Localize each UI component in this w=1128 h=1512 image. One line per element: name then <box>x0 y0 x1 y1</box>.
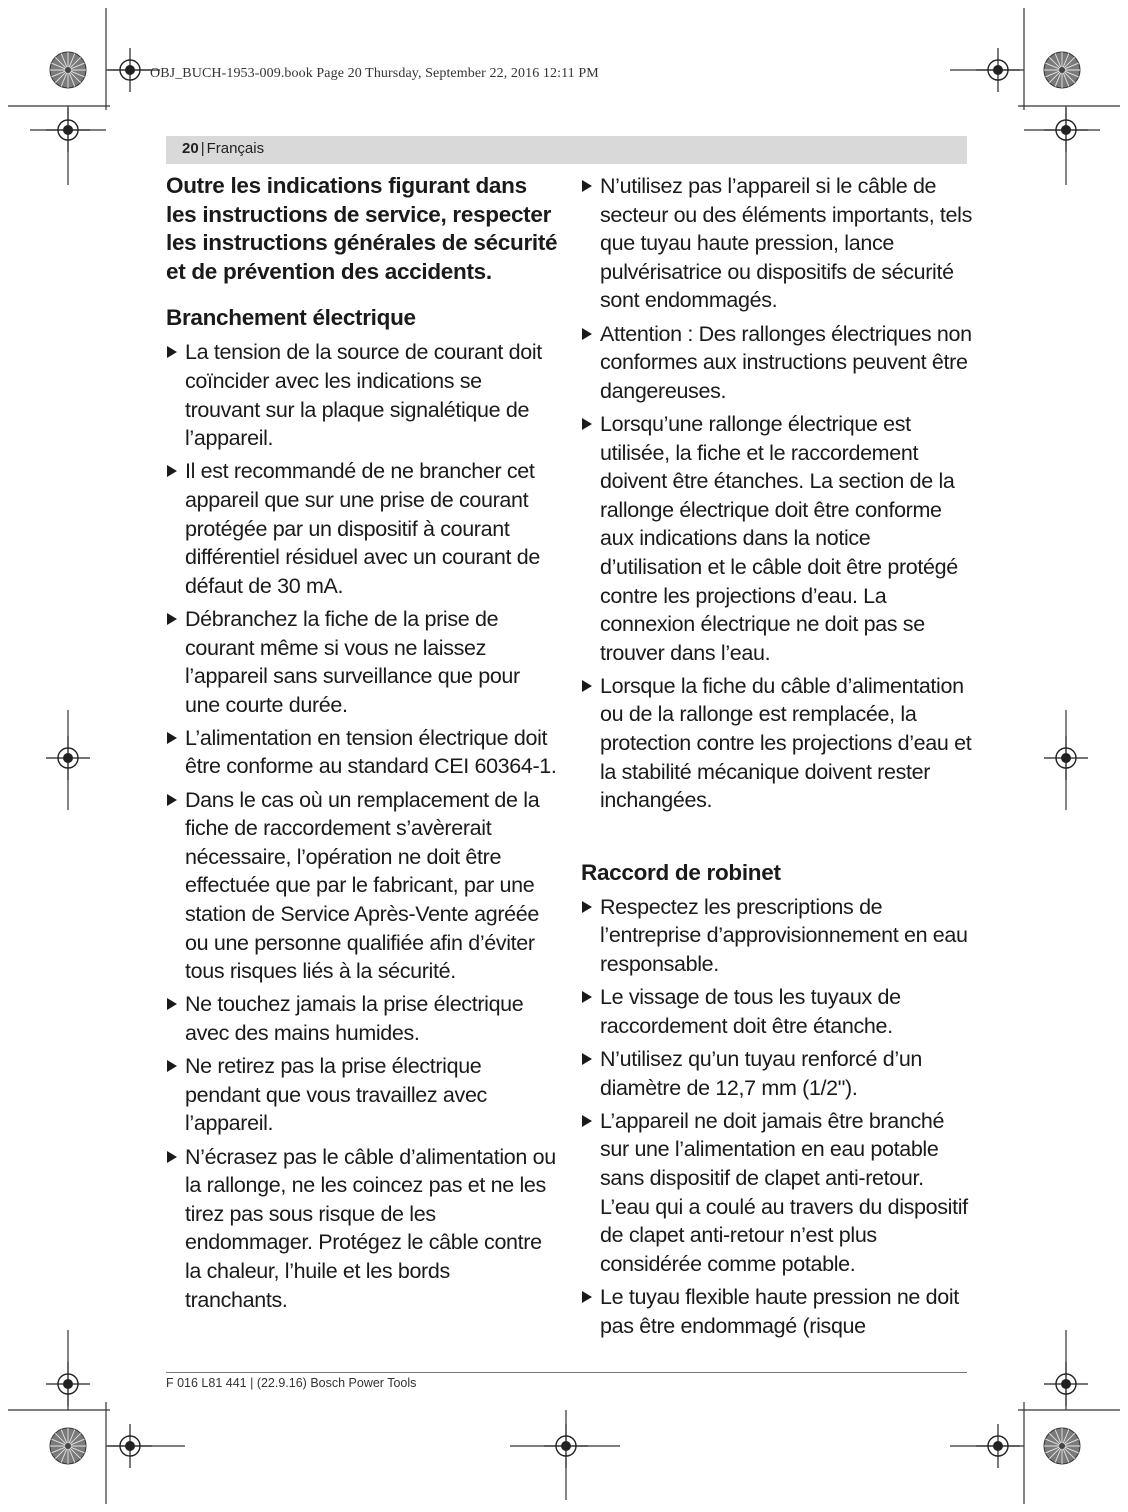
header-language: Français <box>206 140 265 157</box>
list-item: Dans le cas où un remplacement de la fiche de raccordement s’avèrerait nécessaire, l’opération ne doit être effectuée que par le fabricant, par une station de Service Après-Vente agréée ou une personne qualifiée afin d’éviter tous risques liés à la sécurité. <box>166 786 558 986</box>
list-item: L’alimentation en tension électrique doit être conforme au standard CEI 60364-1. <box>166 724 558 781</box>
list-item: Ne touchez jamais la prise électrique avec des mains humides. <box>166 990 558 1047</box>
triangle-bullet-icon <box>582 180 592 192</box>
section-title-faucet: Raccord de robinet <box>581 859 781 885</box>
left-column <box>166 172 558 1319</box>
section-title-electrical: Branchement électrique <box>166 305 416 331</box>
page-footer: F 016 L81 441 | (22.9.16) Bosch Power Tools <box>166 1376 417 1390</box>
triangle-bullet-icon <box>167 732 177 744</box>
electrical-list <box>166 338 558 1314</box>
list-item: Lorsqu’une rallonge électrique est utilisée, la fiche et le raccordement doivent être étanches. La section de la rallonge électrique doit être conforme aux indications dans la notice d’utilisation et le câble doit être protégé contre les projections d’eau. La connexion électrique ne doit pas se trouver dans l’eau. <box>581 410 973 667</box>
list-item: N’utilisez qu’un tuyau renforcé d’un diamètre de 12,7 mm (1/2"). <box>581 1045 973 1102</box>
triangle-bullet-icon <box>167 1060 177 1072</box>
triangle-bullet-icon <box>582 901 592 913</box>
list-item: Le tuyau flexible haute pression ne doit pas être endommagé (risque <box>581 1283 973 1340</box>
list-item: Le vissage de tous les tuyaux de raccordement doit être étanche. <box>581 983 973 1040</box>
intro-paragraph: Outre les indications figurant dans les instructions de service, respecter les instructions générales de sécurité et de prévention des accidents. <box>166 173 558 284</box>
footer-rule <box>166 1372 967 1373</box>
page-number: 20 <box>182 140 199 157</box>
right-column <box>581 172 973 1345</box>
triangle-bullet-icon <box>167 346 177 358</box>
triangle-bullet-icon <box>582 328 592 340</box>
faucet-list <box>581 893 973 1340</box>
page-header <box>182 140 264 157</box>
list-item: Attention : Des rallonges électriques non conformes aux instructions peuvent être dangereuses. <box>581 320 973 406</box>
header-separator: | <box>200 140 205 157</box>
list-item: Débranchez la fiche de la prise de courant même si vous ne laissez l’appareil sans surveillance que pour une courte durée. <box>166 605 558 719</box>
triangle-bullet-icon <box>167 613 177 625</box>
list-item: La tension de la source de courant doit coïncider avec les indications se trouvant sur la plaque signalétique de l’appareil. <box>166 338 558 452</box>
electrical-list-continued <box>581 172 973 815</box>
list-item: Il est recommandé de ne brancher cet appareil que sur une prise de courant protégée par un dispositif à courant différentiel résiduel avec un courant de défaut de 30 mA. <box>166 457 558 600</box>
triangle-bullet-icon <box>582 1053 592 1065</box>
list-item: Ne retirez pas la prise électrique pendant que vous travaillez avec l’appareil. <box>166 1052 558 1138</box>
triangle-bullet-icon <box>582 418 592 430</box>
triangle-bullet-icon <box>167 465 177 477</box>
triangle-bullet-icon <box>167 998 177 1010</box>
triangle-bullet-icon <box>167 794 177 806</box>
triangle-bullet-icon <box>582 680 592 692</box>
triangle-bullet-icon <box>582 1291 592 1303</box>
triangle-bullet-icon <box>167 1151 177 1163</box>
book-file-info: OBJ_BUCH-1953-009.book Page 20 Thursday, September 22, 2016 12:11 PM <box>150 66 599 81</box>
header-bar <box>166 136 967 164</box>
list-item: N’utilisez pas l’appareil si le câble de secteur ou des éléments importants, tels que tuyau haute pression, lance pulvérisatrice ou dispositifs de sécurité sont endommagés. <box>581 172 973 315</box>
list-item: Respectez les prescriptions de l’entreprise d’approvisionnement en eau responsable. <box>581 893 973 979</box>
triangle-bullet-icon <box>582 991 592 1003</box>
triangle-bullet-icon <box>582 1115 592 1127</box>
list-item: L’appareil ne doit jamais être branché sur une l’alimentation en eau potable sans dispositif de clapet anti-retour. L’eau qui a coulé au travers du dispositif de clapet anti-retour n’est plus considérée comme potable. <box>581 1107 973 1279</box>
list-item: Lorsque la fiche du câble d’alimentation ou de la rallonge est remplacée, la protection contre les projections d’eau et la stabilité mécanique doivent rester inchangées. <box>581 672 973 815</box>
list-item: N’écrasez pas le câble d’alimentation ou la rallonge, ne les coincez pas et ne les tirez pas sous risque de les endommager. Protégez le câble contre la chaleur, l’huile et les bords tranchants. <box>166 1143 558 1315</box>
